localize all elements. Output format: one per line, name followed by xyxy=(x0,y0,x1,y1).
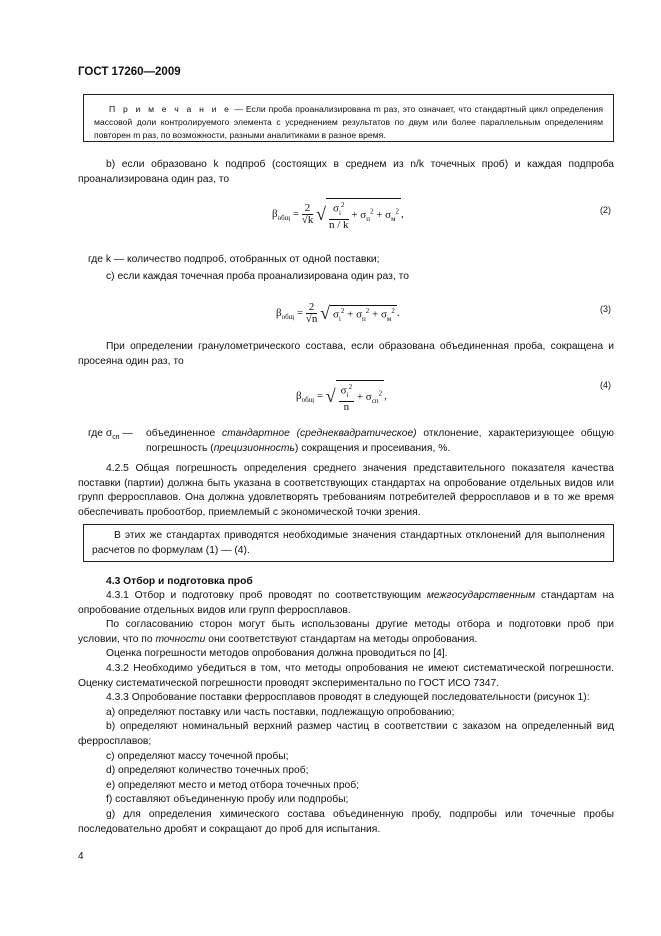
eq2-lhs: $\beta_{общ}$ xyxy=(272,207,291,223)
list-item: f) составляют объединенную пробу или подпробы; xyxy=(106,794,349,806)
equation-3-number: (3) xyxy=(600,304,611,314)
paragraph-c: с) если каждая точечная проба проанализирована один раз, то xyxy=(106,271,409,282)
paragraph-b: b) если образовано k подпроб (состоящих в среднем из n/k точечных проб) и каждая подпроба проанализирована один раз, то xyxy=(78,159,614,185)
standards-box xyxy=(83,524,614,562)
note-body: — Если проба проанализирована m раз, это означает, что стандартный цикл определения массовой доли контролируемого элемента с усреднением результатов по двум или более параллельным определениям повторен m раз, по возможности, разными аналитиками в разное время. xyxy=(94,104,603,140)
equation-2: $\beta_{общ}$ = $\frac{2}{√k}$ √ $\frac{\sigma_i^2}{n / k}$ + $\sigma_п^2 + \sigma_м^2$ , xyxy=(272,198,532,231)
page-number: 4 xyxy=(78,851,84,862)
list-item: g) для определения химического состава объединенную пробу, подпробы или точечные пробы последовательно дробят и сокращают до проб для испытания. xyxy=(78,808,614,835)
paragraph-agreement: По согласованию сторон могут быть использованы другие методы отбора и подготовки проб при условии, что по точности они соответствуют стандартам на методы опробования. xyxy=(78,619,614,645)
paragraph-4-3-2: 4.3.2 Необходимо убедиться в том, что методы опробования не имеют систематической погрешности. Оценку систематической погрешности проводят экспериментально по ГОСТ ИСО 7347. xyxy=(78,662,614,689)
equation-3: $\beta_{общ}$ = $\frac{2}{√n}$ √ $\sigma_i^2 + \sigma_п^2 + \sigma_м^2$ . xyxy=(276,301,400,325)
list-item: с) определяют массу точечной пробы; xyxy=(106,750,289,762)
equation-4-number: (4) xyxy=(600,380,611,390)
eq2-radicand: $\frac{\sigma_i^2}{n / k}$ + $\sigma_п^2 + \sigma_м^2$ xyxy=(326,198,401,231)
section-heading-4-3: 4.3 Отбор и подготовка проб xyxy=(106,576,253,587)
eq2-coef: $\frac{2}{√k}$ xyxy=(301,201,314,226)
note-label: П р и м е ч а н и е xyxy=(109,104,232,114)
where-k: где k — количество подпроб, отобранных от одной поставки; xyxy=(88,254,380,265)
list-item: b) определяют номинальный верхний размер частиц в соответствии с заказом на определенный вид ферросплавов; xyxy=(78,721,614,747)
note-text xyxy=(94,103,603,142)
paragraph-4-3-3: 4.3.3 Опробование поставки ферросплавов проводят в следующей последовательности (рисунок 1): xyxy=(106,692,590,704)
equation-4: $\beta_{общ}$ = √ $\frac{\sigma_i^2}{n}$ + $\sigma_{сп}^2$ , xyxy=(296,380,496,413)
note-box xyxy=(83,94,614,142)
paragraph-granulometric: При определении гранулометрического состава, если образована объединенная проба, сокращена и просеяна один раз, то xyxy=(78,341,614,367)
section-4-3-body xyxy=(78,589,614,837)
document-header: ГОСТ 17260—2009 xyxy=(78,66,181,78)
paragraph-4-3-1: 4.3.1 Отбор и подготовку проб проводят по соответствующим межгосударственным стандартам на опробование отдельных видов или групп ферросплавов. xyxy=(78,590,614,616)
list-item: а) определяют поставку или часть поставки, подлежащую опробованию; xyxy=(106,706,455,718)
list-item: е) определяют место и метод отбора точечных проб; xyxy=(106,779,360,791)
standards-box-text: В этих же стандартах приводятся необходимые значения стандартных отклонений для выполнения расчетов по формулам (1) — (4). xyxy=(92,530,605,556)
where-sigma: где $\sigma_{сп}$ — объединенное стандартное (среднеквадратическое) отклонение, характеризующее общую погрешность (прецизионность) сокращения и просеивания, %. xyxy=(88,428,615,454)
equation-2-number: (2) xyxy=(600,205,611,215)
paragraph-4-2-5: 4.2.5 Общая погрешность определения среднего значения представительного показателя качества поставки (партии) должна быть указана в соответствующих стандартах на опробование отдельных видов или групп ферросплавов. Она должна удовлетворять требованиям потребителей ферросплавов и в то же время обеспечивать пробоотбор, приемлемый с экономической точки зрения. xyxy=(78,463,614,518)
paragraph-estimate: Оценка погрешности методов опробования должна проводиться по [4]. xyxy=(106,648,448,660)
list-item: d) определяют количество точечных проб; xyxy=(106,765,309,777)
